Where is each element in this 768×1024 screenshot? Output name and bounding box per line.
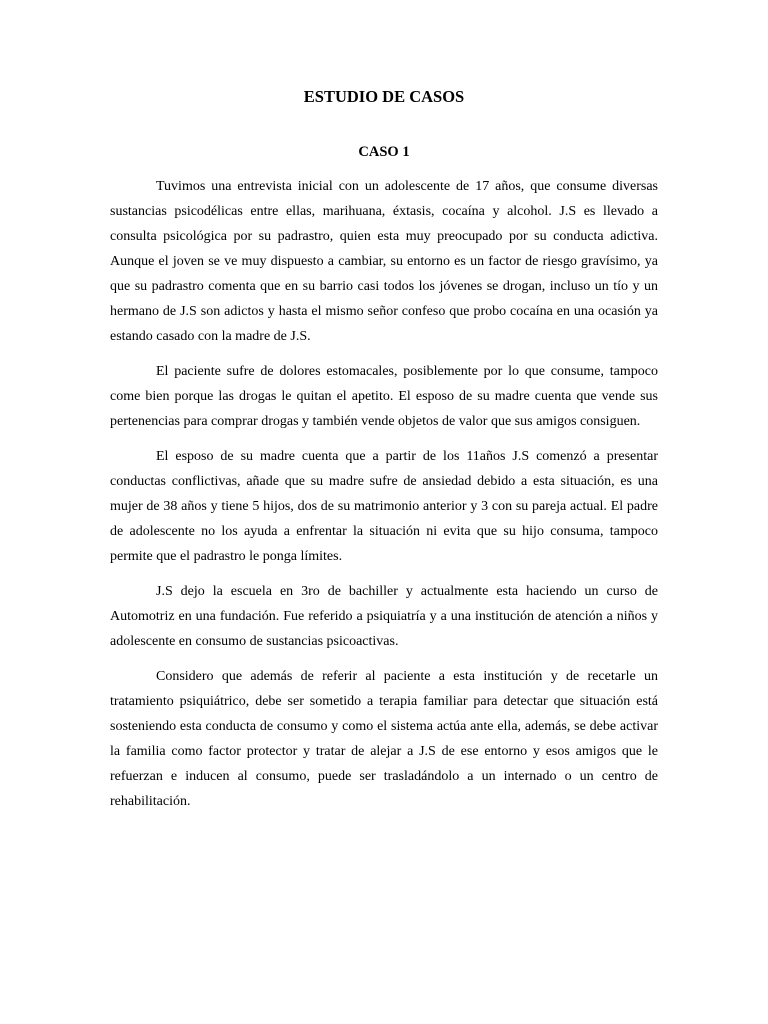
case-title: CASO 1: [358, 144, 410, 160]
paragraph-5: Considero que además de referir al paciente a esta institución y de recetarle un tratamiento psiquiátrico, debe ser sometido a terapia familiar para detectar que situación está sosteniendo esta conducta de consumo y como el sistema actúa ante ella, además, se debe activar la familia como factor protector y tratar de alejar a J.S de ese entorno y esos amigos que le refuerzan e inducen al consumo, puede ser trasladándolo a un internado o un centro de rehabilitación.: [110, 669, 658, 809]
paragraph-4: J.S dejo la escuela en 3ro de bachiller y actualmente esta haciendo un curso de Automotriz en una fundación. Fue referido a psiquiatría y a una institución de atención a niños y adolescente en consumo de sustancias psicoactivas.: [110, 584, 658, 649]
paragraph-2: El paciente sufre de dolores estomacales, posiblemente por lo que consume, tampoco come bien porque las drogas le quitan el apetito. El esposo de su madre cuenta que vende sus pertenencias para comprar drogas y también vende objetos de valor que sus amigos consiguen.: [110, 364, 658, 429]
document-body: [110, 174, 658, 824]
paragraph-3: El esposo de su madre cuenta que a partir de los 11años J.S comenzó a presentar conductas conflictivas, añade que su madre sufre de ansiedad debido a esta situación, es una mujer de 38 años y tiene 5 hijos, dos de su matrimonio anterior y 3 con su pareja actual. El padre de adolescente no los ayuda a enfrentar la situación ni evita que su hijo consuma, tampoco permite que el padrastro le ponga límites.: [110, 449, 658, 564]
document-title: ESTUDIO DE CASOS: [303, 87, 465, 106]
paragraph-1: Tuvimos una entrevista inicial con un adolescente de 17 años, que consume diversas sustancias psicodélicas entre ellas, marihuana, éxtasis, cocaína y alcohol. J.S es llevado a consulta psicológica por su padrastro, quien esta muy preocupado por su conducta adictiva. Aunque el joven se ve muy dispuesto a cambiar, su entorno es un factor de riesgo gravísimo, ya que su padrastro comenta que en su barrio casi todos los jóvenes se drogan, incluso un tío y un hermano de J.S son adictos y hasta el mismo señor confeso que probo cocaína en una ocasión ya estando casado con la madre de J.S.: [110, 179, 658, 344]
